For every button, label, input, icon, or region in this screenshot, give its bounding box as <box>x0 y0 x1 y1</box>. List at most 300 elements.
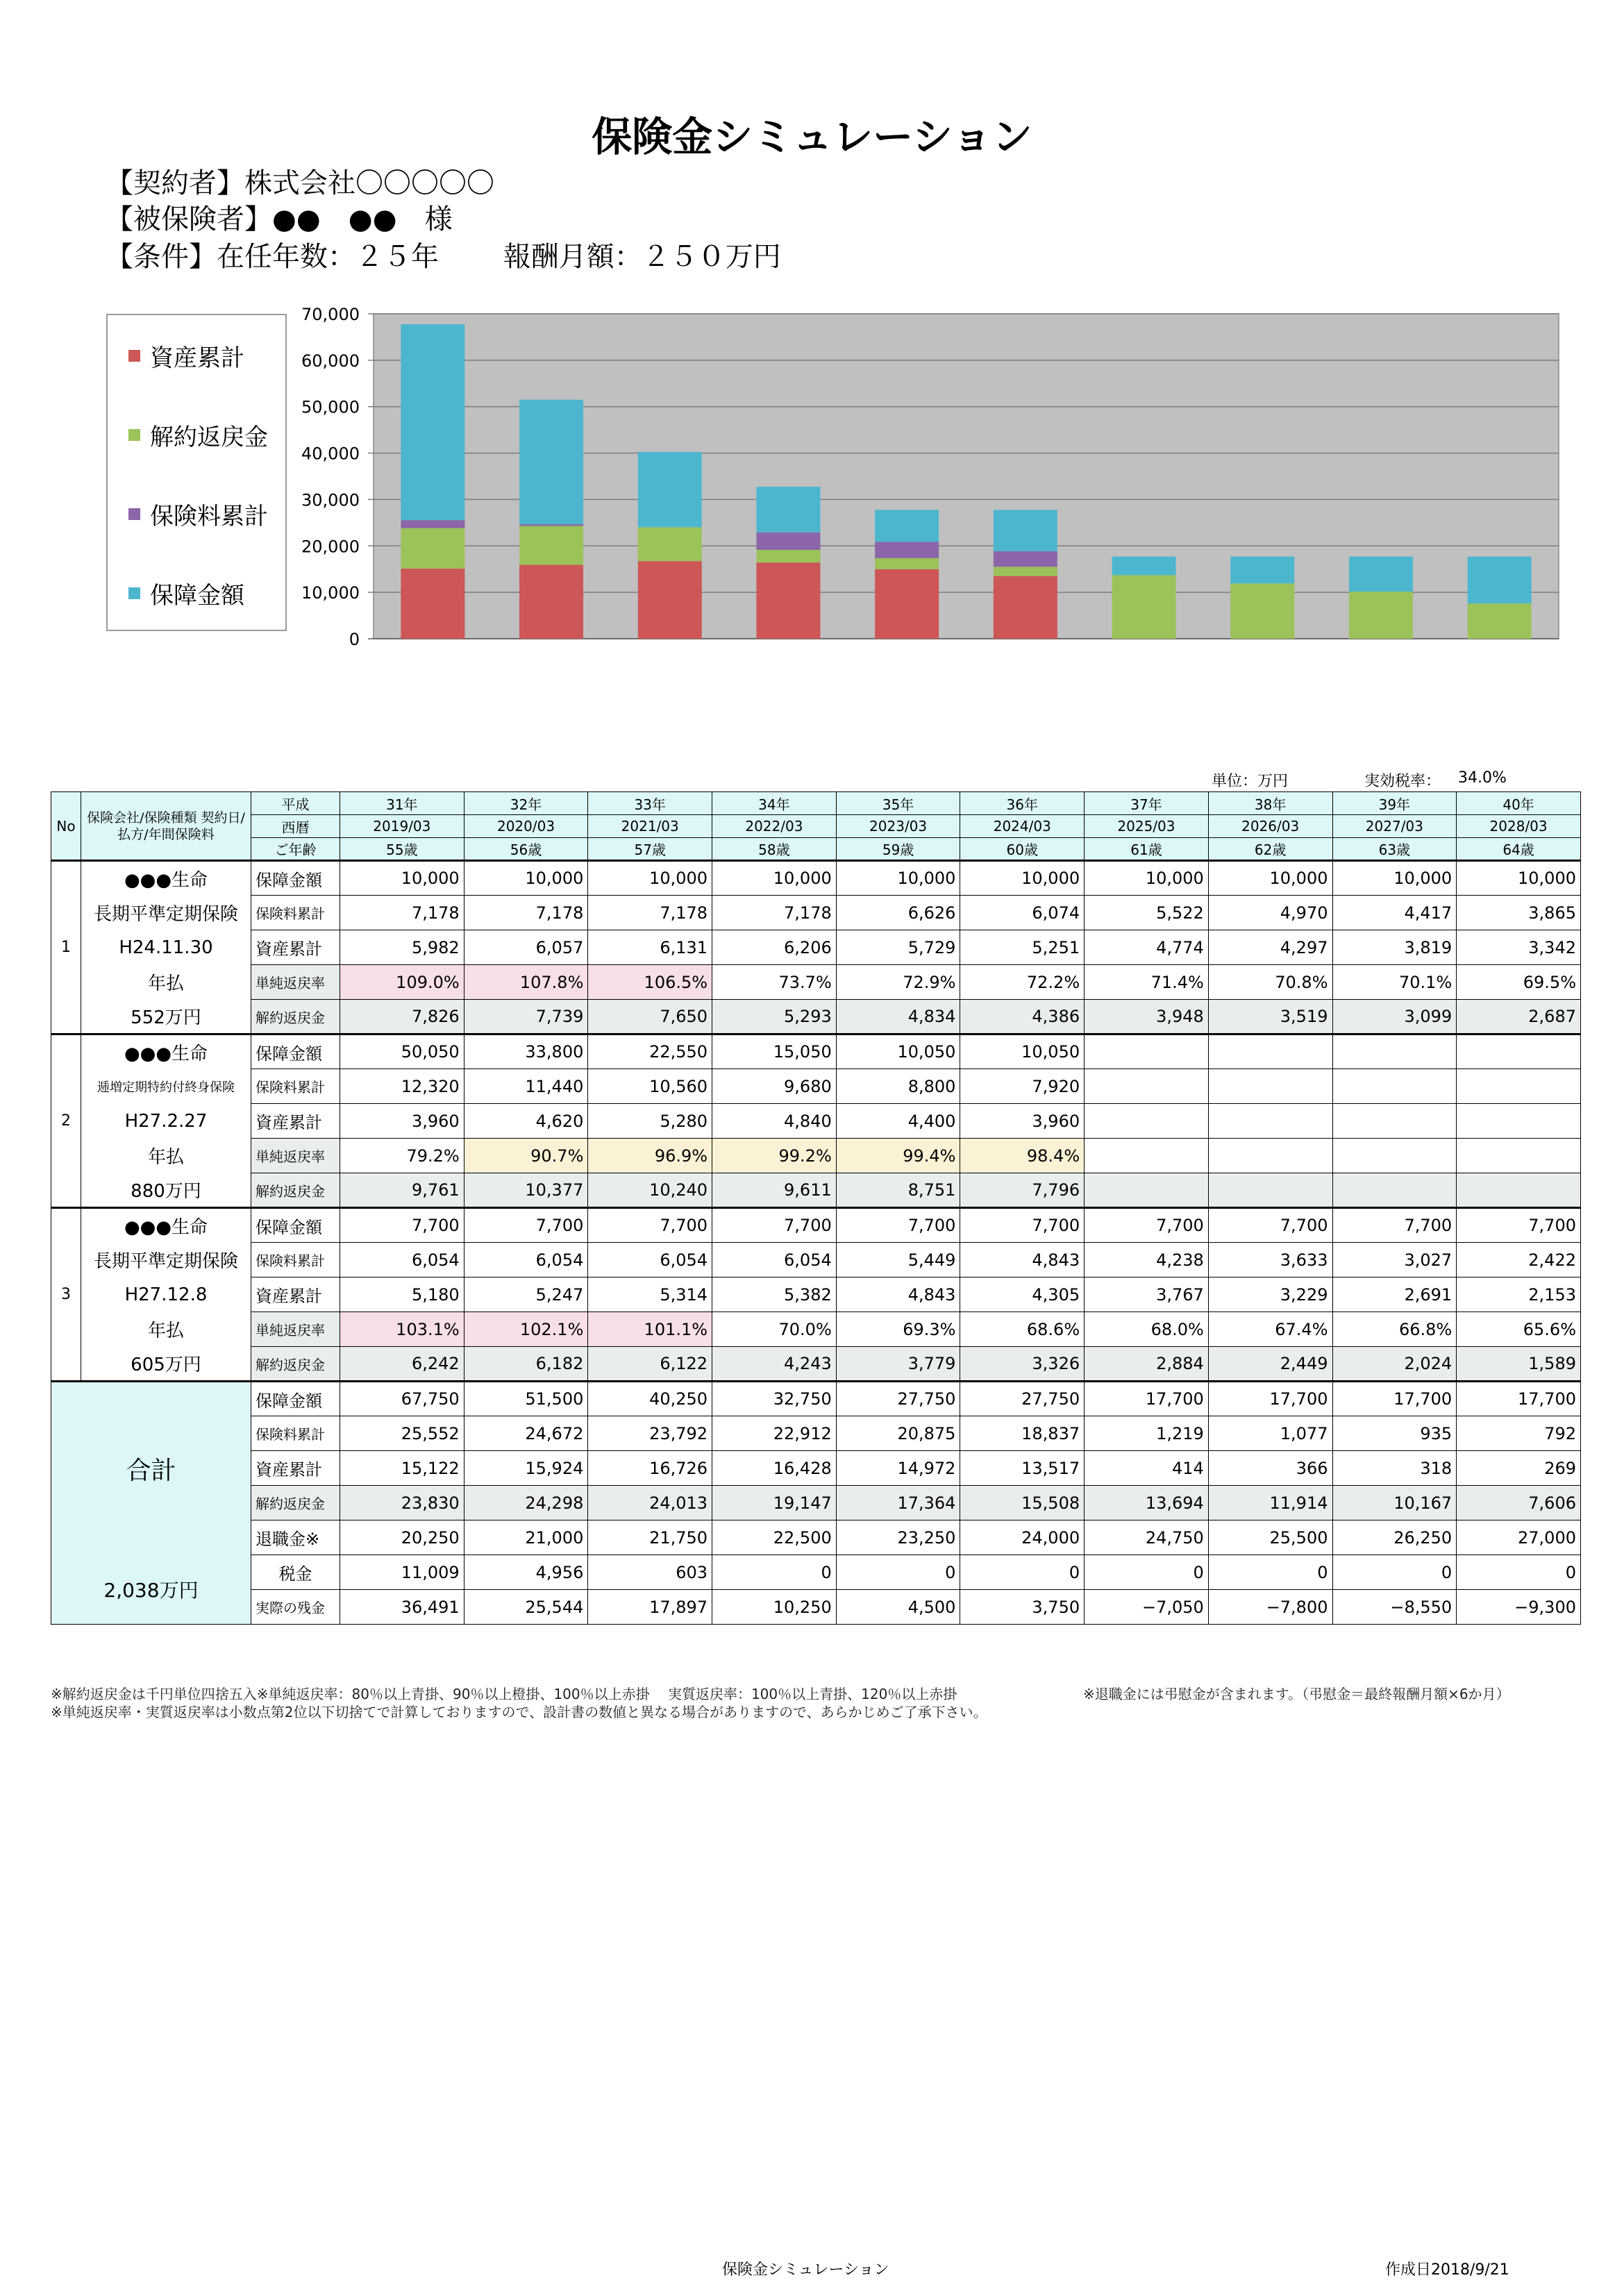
bar-segment <box>1349 557 1413 592</box>
policy-number: 3 <box>51 1208 81 1382</box>
age-value: 62歳 <box>1208 838 1332 861</box>
total-value: 17,700 <box>1085 1382 1209 1416</box>
cell-value: 3,342 <box>1457 930 1581 965</box>
total-value: 603 <box>588 1555 712 1590</box>
total-value: 3,750 <box>960 1590 1085 1625</box>
cell-value: 71.4% <box>1085 965 1209 1000</box>
row-label: 解約返戻金 <box>251 1347 340 1382</box>
cell-value: 3,960 <box>960 1104 1085 1139</box>
table-row <box>51 861 1581 896</box>
cell-value: 4,305 <box>960 1277 1085 1312</box>
seireki-date: 2023/03 <box>836 815 960 838</box>
seireki-date: 2022/03 <box>712 815 837 838</box>
cell-value: 33,800 <box>464 1034 588 1069</box>
total-value: 13,694 <box>1085 1486 1209 1520</box>
total-row-label: 解約返戻金 <box>251 1486 340 1520</box>
cell-value: 73.7% <box>712 965 837 1000</box>
total-value: 4,500 <box>836 1590 960 1625</box>
cell-value: 10,050 <box>960 1034 1085 1069</box>
cell-value: 8,800 <box>836 1069 960 1104</box>
cell-value: 69.5% <box>1457 965 1581 1000</box>
bar-segment <box>756 487 820 533</box>
row-label: 保険料累計 <box>251 896 340 930</box>
total-value: 22,912 <box>712 1416 837 1451</box>
legend-swatch-surrender <box>128 429 140 441</box>
bar-segment <box>519 400 583 524</box>
y-tick-label: 50,000 <box>301 397 360 417</box>
cell-value <box>1457 1173 1581 1208</box>
total-value: 0 <box>1457 1555 1581 1590</box>
bar-segment <box>638 527 702 561</box>
footer-title: 保険金シミュレーション <box>722 2261 889 2279</box>
cell-value: 3,948 <box>1085 1000 1209 1034</box>
total-row-label: 実際の残金 <box>251 1590 340 1625</box>
total-row <box>51 1486 1581 1520</box>
cell-value: 10,377 <box>464 1173 588 1208</box>
bar-segment <box>401 520 464 528</box>
cell-value: 2,024 <box>1332 1347 1457 1382</box>
cell-value: 10,000 <box>588 861 712 896</box>
total-value: 10,167 <box>1332 1486 1457 1520</box>
cell-value: 72.9% <box>836 965 960 1000</box>
cell-value: 106.5% <box>588 965 712 1000</box>
age-value: 61歳 <box>1085 838 1209 861</box>
total-value: 24,750 <box>1085 1520 1209 1555</box>
cell-value: 6,054 <box>712 1243 837 1277</box>
seireki-date: 2025/03 <box>1085 815 1209 838</box>
bar-segment <box>401 528 464 569</box>
table-row <box>51 896 1581 930</box>
policy-info: 長期平準定期保険 <box>81 1243 251 1277</box>
age-value: 60歳 <box>960 838 1085 861</box>
policy-info: H27.2.27 <box>81 1104 251 1139</box>
total-value: 20,875 <box>836 1416 960 1451</box>
row-label: 解約返戻金 <box>251 1173 340 1208</box>
age-value: 58歳 <box>712 838 837 861</box>
total-value: 16,428 <box>712 1451 837 1486</box>
total-row <box>51 1451 1581 1486</box>
total-value: 16,726 <box>588 1451 712 1486</box>
cell-value: 7,700 <box>340 1208 464 1243</box>
y-tick-label: 40,000 <box>301 444 360 464</box>
cell-value: 10,240 <box>588 1173 712 1208</box>
legend-label: 保障金額 <box>150 582 244 610</box>
table-row <box>51 1243 1581 1277</box>
total-value: 11,009 <box>340 1555 464 1590</box>
total-value: −9,300 <box>1457 1590 1581 1625</box>
cell-value: 3,326 <box>960 1347 1085 1382</box>
bar-segment <box>1468 603 1532 639</box>
cell-value: 5,247 <box>464 1277 588 1312</box>
seireki-date: 2020/03 <box>464 815 588 838</box>
cell-value: 67.4% <box>1208 1312 1332 1347</box>
header-row-heisei <box>51 792 1581 815</box>
total-row <box>51 1520 1581 1555</box>
heisei-year: 36年 <box>960 792 1085 815</box>
y-tick-label: 70,000 <box>301 305 360 324</box>
cell-value: 7,700 <box>960 1208 1085 1243</box>
heisei-year: 35年 <box>836 792 960 815</box>
cell-value: 2,691 <box>1332 1277 1457 1312</box>
total-value: 20,250 <box>340 1520 464 1555</box>
legend-label: 資産累計 <box>150 344 244 372</box>
row-label: 解約返戻金 <box>251 1000 340 1034</box>
cell-value: 5,522 <box>1085 896 1209 930</box>
policy-info: 長期平準定期保険 <box>81 896 251 930</box>
total-value: 27,000 <box>1457 1520 1581 1555</box>
cell-value: 90.7% <box>464 1139 588 1173</box>
header-row-seireki <box>51 815 1581 838</box>
cell-value: 7,178 <box>588 896 712 930</box>
bar-segment <box>994 576 1057 639</box>
heisei-year: 34年 <box>712 792 837 815</box>
total-value: 23,250 <box>836 1520 960 1555</box>
table-row <box>51 1104 1581 1139</box>
total-value: 11,914 <box>1208 1486 1332 1520</box>
total-value: 1,077 <box>1208 1416 1332 1451</box>
cell-value: 68.0% <box>1085 1312 1209 1347</box>
legend-label: 保険料累計 <box>150 503 268 530</box>
cell-value: 96.9% <box>588 1139 712 1173</box>
cell-value: 4,400 <box>836 1104 960 1139</box>
total-value: 22,500 <box>712 1520 837 1555</box>
cell-value: 22,550 <box>588 1034 712 1069</box>
total-label: 合計 <box>51 1382 251 1555</box>
cell-value: 4,843 <box>960 1243 1085 1277</box>
total-value: 27,750 <box>960 1382 1085 1416</box>
row-label: 保険料累計 <box>251 1069 340 1104</box>
cell-value: 4,417 <box>1332 896 1457 930</box>
policy-info: H24.11.30 <box>81 930 251 965</box>
note-line-1: ※解約返戻金は千円単位四捨五入※単純返戻率：80％以上青掛、90％以上橙掛、100％以上赤掛 実質返戻率：100％以上青掛、120％以上赤掛 <box>51 1686 957 1702</box>
total-value: 366 <box>1208 1451 1332 1486</box>
age-value: 55歳 <box>340 838 464 861</box>
cell-value: 4,843 <box>836 1277 960 1312</box>
policy-info: 年払 <box>81 1139 251 1173</box>
cell-value: 3,229 <box>1208 1277 1332 1312</box>
total-value: −7,800 <box>1208 1590 1332 1625</box>
cell-value: 6,626 <box>836 896 960 930</box>
seireki-date: 2019/03 <box>340 815 464 838</box>
bar-segment <box>1112 557 1176 576</box>
cell-value: 3,099 <box>1332 1000 1457 1034</box>
bar-segment <box>875 569 939 639</box>
cell-value: 10,000 <box>1457 861 1581 896</box>
cell-value: 3,633 <box>1208 1243 1332 1277</box>
cell-value <box>1457 1069 1581 1104</box>
row-label: 単純返戻率 <box>251 965 340 1000</box>
policy-info: ●●●生命 <box>81 861 251 896</box>
row-label: 単純返戻率 <box>251 1312 340 1347</box>
table-row <box>51 1208 1581 1243</box>
cell-value <box>1457 1139 1581 1173</box>
cell-value: 102.1% <box>464 1312 588 1347</box>
total-value: 15,122 <box>340 1451 464 1486</box>
cell-value: 15,050 <box>712 1034 837 1069</box>
unit-label: 単位：万円 <box>1212 773 1289 790</box>
cell-value: 7,650 <box>588 1000 712 1034</box>
legend-item-surrender <box>128 418 268 452</box>
header-row-age <box>51 838 1581 861</box>
cell-value: 5,729 <box>836 930 960 965</box>
cell-value: 10,000 <box>712 861 837 896</box>
seireki-date: 2021/03 <box>588 815 712 838</box>
total-value: 0 <box>1085 1555 1209 1590</box>
cell-value: 7,796 <box>960 1173 1085 1208</box>
cell-value <box>1085 1173 1209 1208</box>
row-label: 保障金額 <box>251 861 340 896</box>
cell-value <box>1332 1173 1457 1208</box>
total-value: 14,972 <box>836 1451 960 1486</box>
total-value: 36,491 <box>340 1590 464 1625</box>
cell-value: 4,297 <box>1208 930 1332 965</box>
cell-value <box>1208 1139 1332 1173</box>
cell-value: 9,761 <box>340 1173 464 1208</box>
cell-value: 2,422 <box>1457 1243 1581 1277</box>
cell-value: 3,767 <box>1085 1277 1209 1312</box>
legend-item-asset <box>128 339 244 373</box>
policy-info: 年払 <box>81 1312 251 1347</box>
policy-info: 552万円 <box>81 1000 251 1034</box>
table-row <box>51 1277 1581 1312</box>
cell-value: 7,826 <box>340 1000 464 1034</box>
total-value: 10,250 <box>712 1590 837 1625</box>
policy-info: ●●●生命 <box>81 1208 251 1243</box>
row-label: 保障金額 <box>251 1034 340 1069</box>
policy-info: 年払 <box>81 965 251 1000</box>
chart-legend <box>106 314 287 631</box>
bar-segment <box>519 526 583 565</box>
conditions-line: 【条件】在任年数：２５年 報酬月額：２５０万円 <box>106 241 781 273</box>
cell-value: 7,178 <box>340 896 464 930</box>
cell-value: 5,382 <box>712 1277 837 1312</box>
footer-date: 作成日2018/9/21 <box>1385 2261 1509 2279</box>
cell-value: 50,050 <box>340 1034 464 1069</box>
cell-value: 6,122 <box>588 1347 712 1382</box>
cell-value: 6,182 <box>464 1347 588 1382</box>
total-value: 0 <box>712 1555 837 1590</box>
total-value: 18,837 <box>960 1416 1085 1451</box>
cell-value: 10,000 <box>960 861 1085 896</box>
age-value: 59歳 <box>836 838 960 861</box>
cell-value: 6,054 <box>588 1243 712 1277</box>
bar-segment <box>1349 592 1413 639</box>
cell-value: 10,000 <box>1085 861 1209 896</box>
cell-value: 69.3% <box>836 1312 960 1347</box>
cell-value <box>1332 1104 1457 1139</box>
heisei-label: 平成 <box>251 792 340 815</box>
total-value: 24,298 <box>464 1486 588 1520</box>
age-label: ご年齢 <box>251 838 340 861</box>
cell-value <box>1208 1173 1332 1208</box>
bar-segment <box>401 324 464 520</box>
heisei-year: 31年 <box>340 792 464 815</box>
tax-rate-value: 34.0% <box>1458 769 1507 787</box>
cell-value <box>1085 1069 1209 1104</box>
cell-value: 70.0% <box>712 1312 837 1347</box>
bar-segment <box>519 524 583 526</box>
cell-value: 6,131 <box>588 930 712 965</box>
cell-value: 66.8% <box>1332 1312 1457 1347</box>
cell-value: 7,700 <box>836 1208 960 1243</box>
cell-value: 7,178 <box>712 896 837 930</box>
cell-value: 4,620 <box>464 1104 588 1139</box>
seireki-date: 2027/03 <box>1332 815 1457 838</box>
row-label: 資産累計 <box>251 930 340 965</box>
stacked-bar-chart <box>106 305 1571 667</box>
row-label: 保険料累計 <box>251 1243 340 1277</box>
cell-value: 2,687 <box>1457 1000 1581 1034</box>
legend-swatch-premium <box>128 508 140 520</box>
bar-segment <box>1112 575 1176 639</box>
cell-value: 3,865 <box>1457 896 1581 930</box>
bar-segment <box>875 542 939 558</box>
policy-number: 1 <box>51 861 81 1034</box>
total-value: 4,956 <box>464 1555 588 1590</box>
cell-value: 8,751 <box>836 1173 960 1208</box>
y-tick-label: 60,000 <box>301 351 360 371</box>
cell-value: 6,054 <box>464 1243 588 1277</box>
cell-value: 10,000 <box>836 861 960 896</box>
cell-value: 6,054 <box>340 1243 464 1277</box>
table-row <box>51 1000 1581 1034</box>
row-label: 単純返戻率 <box>251 1139 340 1173</box>
note-line-1-right: ※退職金には弔慰金が含まれます。（弔慰金＝最終報酬月額×6か月） <box>1083 1686 1510 1702</box>
cell-value: 6,074 <box>960 896 1085 930</box>
cell-value: 109.0% <box>340 965 464 1000</box>
table-row <box>51 1034 1581 1069</box>
cell-value: 4,834 <box>836 1000 960 1034</box>
cell-value: 7,920 <box>960 1069 1085 1104</box>
total-row <box>51 1590 1581 1625</box>
cell-value <box>1085 1034 1209 1069</box>
cell-value: 5,982 <box>340 930 464 965</box>
tax-rate-label: 実効税率： <box>1364 773 1441 790</box>
bar-segment <box>1230 583 1294 639</box>
total-row <box>51 1382 1581 1416</box>
total-value: 67,750 <box>340 1382 464 1416</box>
policy-info: ●●●生命 <box>81 1034 251 1069</box>
cell-value: 5,449 <box>836 1243 960 1277</box>
cell-value: 2,153 <box>1457 1277 1581 1312</box>
contractor-line: 【契約者】株式会社〇〇〇〇〇 <box>106 167 494 199</box>
cell-value <box>1332 1034 1457 1069</box>
cell-value: 7,739 <box>464 1000 588 1034</box>
age-value: 63歳 <box>1332 838 1457 861</box>
row-label: 資産累計 <box>251 1277 340 1312</box>
cell-value: 4,774 <box>1085 930 1209 965</box>
heisei-year: 33年 <box>588 792 712 815</box>
no-header: No <box>51 792 81 861</box>
age-value: 64歳 <box>1457 838 1581 861</box>
bar-segment <box>519 565 583 639</box>
age-value: 57歳 <box>588 838 712 861</box>
cell-value <box>1457 1104 1581 1139</box>
cell-value: 99.2% <box>712 1139 837 1173</box>
cell-value: 12,320 <box>340 1069 464 1104</box>
legend-swatch-coverage <box>128 587 140 599</box>
table-row <box>51 965 1581 1000</box>
cell-value <box>1085 1139 1209 1173</box>
bar-segment <box>756 562 820 639</box>
page-title: 保険金シミュレーション <box>592 113 1032 160</box>
total-row <box>51 1416 1581 1451</box>
bar-segment <box>756 533 820 550</box>
seireki-date: 2026/03 <box>1208 815 1332 838</box>
cell-value: 2,884 <box>1085 1347 1209 1382</box>
heisei-year: 38年 <box>1208 792 1332 815</box>
cell-value: 5,280 <box>588 1104 712 1139</box>
y-tick-label: 0 <box>349 630 360 649</box>
cell-value: 101.1% <box>588 1312 712 1347</box>
bar-segment <box>638 452 702 528</box>
total-value: 792 <box>1457 1416 1581 1451</box>
total-value: 25,552 <box>340 1416 464 1451</box>
legend-item-premium <box>128 497 268 531</box>
seireki-label: 西暦 <box>251 815 340 838</box>
bar-segment <box>401 569 464 639</box>
bar-segment <box>1230 557 1294 584</box>
table-row <box>51 1347 1581 1382</box>
cell-value: 7,700 <box>1085 1208 1209 1243</box>
cell-value: 7,700 <box>588 1208 712 1243</box>
total-value: 15,924 <box>464 1451 588 1486</box>
cell-value: 68.6% <box>960 1312 1085 1347</box>
note-line-2: ※単純返戻率・実質返戻率は小数点第2位以下切捨てで計算しておりますので、設計書の数値と異なる場合がありますので、あらかじめご了承下さい。 <box>51 1704 987 1720</box>
y-tick-label: 30,000 <box>301 490 360 510</box>
total-value: 25,544 <box>464 1590 588 1625</box>
table-row <box>51 1312 1581 1347</box>
total-value: 414 <box>1085 1451 1209 1486</box>
cell-value: 10,000 <box>1208 861 1332 896</box>
total-value: 15,508 <box>960 1486 1085 1520</box>
cell-value: 6,206 <box>712 930 837 965</box>
heisei-year: 32年 <box>464 792 588 815</box>
bar-segment <box>756 550 820 562</box>
cell-value: 3,779 <box>836 1347 960 1382</box>
total-value: 0 <box>1332 1555 1457 1590</box>
cell-value: 72.2% <box>960 965 1085 1000</box>
cell-value: 5,251 <box>960 930 1085 965</box>
cell-value: 9,680 <box>712 1069 837 1104</box>
age-value: 56歳 <box>464 838 588 861</box>
cell-value: 10,000 <box>1332 861 1457 896</box>
seireki-date: 2028/03 <box>1457 815 1581 838</box>
cell-value <box>1208 1034 1332 1069</box>
legend-item-coverage <box>128 576 244 610</box>
cell-value: 70.1% <box>1332 965 1457 1000</box>
seireki-date: 2024/03 <box>960 815 1085 838</box>
total-value: 40,250 <box>588 1382 712 1416</box>
cell-value: 103.1% <box>340 1312 464 1347</box>
total-value: 0 <box>836 1555 960 1590</box>
total-value: 21,000 <box>464 1520 588 1555</box>
total-value: 17,700 <box>1332 1382 1457 1416</box>
bar-segment <box>1468 557 1532 603</box>
cell-value: 10,050 <box>836 1034 960 1069</box>
cell-value: 4,840 <box>712 1104 837 1139</box>
total-value: 32,750 <box>712 1382 837 1416</box>
cell-value: 99.4% <box>836 1139 960 1173</box>
cell-value: 5,314 <box>588 1277 712 1312</box>
total-value: 17,700 <box>1208 1382 1332 1416</box>
heisei-year: 37年 <box>1085 792 1209 815</box>
cell-value: 6,057 <box>464 930 588 965</box>
y-tick-label: 10,000 <box>301 583 360 603</box>
legend-label: 解約返戻金 <box>150 424 268 451</box>
bar-segment <box>638 561 702 639</box>
total-value: 17,364 <box>836 1486 960 1520</box>
